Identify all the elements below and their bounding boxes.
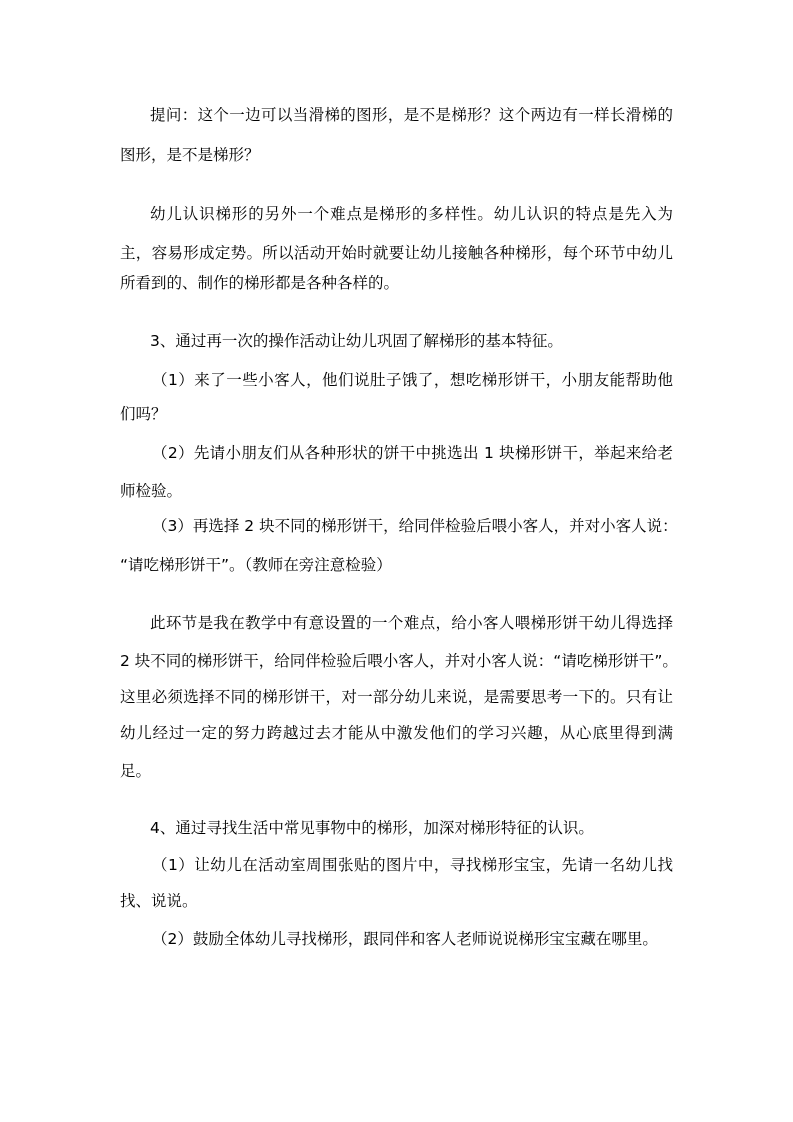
step-4-1-line-1: （1）让幼儿在活动室周围张贴的图片中，寻找梯形宝宝，先请一名幼儿找: [152, 856, 673, 874]
step-2-line-2: 师检验。: [120, 482, 183, 500]
step-3-line-1: （3）再选择 2 块不同的梯形饼干，给同伴检验后喂小客人，并对小客人说：: [152, 517, 678, 535]
paragraph-question-line-1: 提问：这个一边可以当滑梯的图形，是不是梯形？这个两边有一样长滑梯的: [150, 106, 673, 124]
paragraph-difficulty-line-3: 这里必须选择不同的梯形饼干，对一部分幼儿来说，是需要思考一下的。只有让: [120, 688, 673, 706]
paragraph-diversity-line-2: 主，容易形成定势。所以活动开始时就要让幼儿接触各种梯形，每个环节中幼儿: [120, 244, 673, 262]
step-3-line-2: “请吃梯形饼干”。（教师在旁注意检验）: [120, 556, 392, 574]
step-1-line-1: （1）来了一些小客人，他们说肚子饿了，想吃梯形饼干，小朋友能帮助他: [152, 371, 673, 389]
paragraph-diversity-line-3: 所看到的、制作的梯形都是各种各样的。: [120, 274, 400, 292]
paragraph-difficulty-line-5: 足。: [120, 762, 152, 780]
step-2-line-1: （2）先请小朋友们从各种形状的饼干中挑选出 1 块梯形饼干，举起来给老: [152, 444, 673, 462]
paragraph-difficulty-line-4: 幼儿经过一定的努力跨越过去才能从中激发他们的学习兴趣，从心底里得到满: [120, 724, 673, 742]
step-4-1-line-2: 找、说说。: [120, 892, 198, 910]
paragraph-difficulty-line-1: 此环节是我在教学中有意设置的一个难点，给小客人喂梯形饼干幼儿得选择: [150, 614, 673, 632]
section-3-heading: 3、通过再一次的操作活动让幼儿巩固了解梯形的基本特征。: [150, 332, 563, 350]
paragraph-question-line-2: 图形，是不是梯形？: [120, 146, 260, 164]
section-4-heading: 4、通过寻找生活中常见事物中的梯形，加深对梯形特征的认识。: [150, 819, 594, 837]
step-4-2-line-1: （2）鼓励全体幼儿寻找梯形，跟同伴和客人老师说说梯形宝宝藏在哪里。: [152, 930, 658, 948]
step-1-line-2: 们吗？: [120, 405, 167, 423]
paragraph-diversity-line-1: 幼儿认识梯形的另外一个难点是梯形的多样性。幼儿认识的特点是先入为: [150, 205, 673, 223]
paragraph-difficulty-line-2: 2 块不同的梯形饼干，给同伴检验后喂小客人，并对小客人说：“请吃梯形饼干”。: [120, 652, 678, 670]
